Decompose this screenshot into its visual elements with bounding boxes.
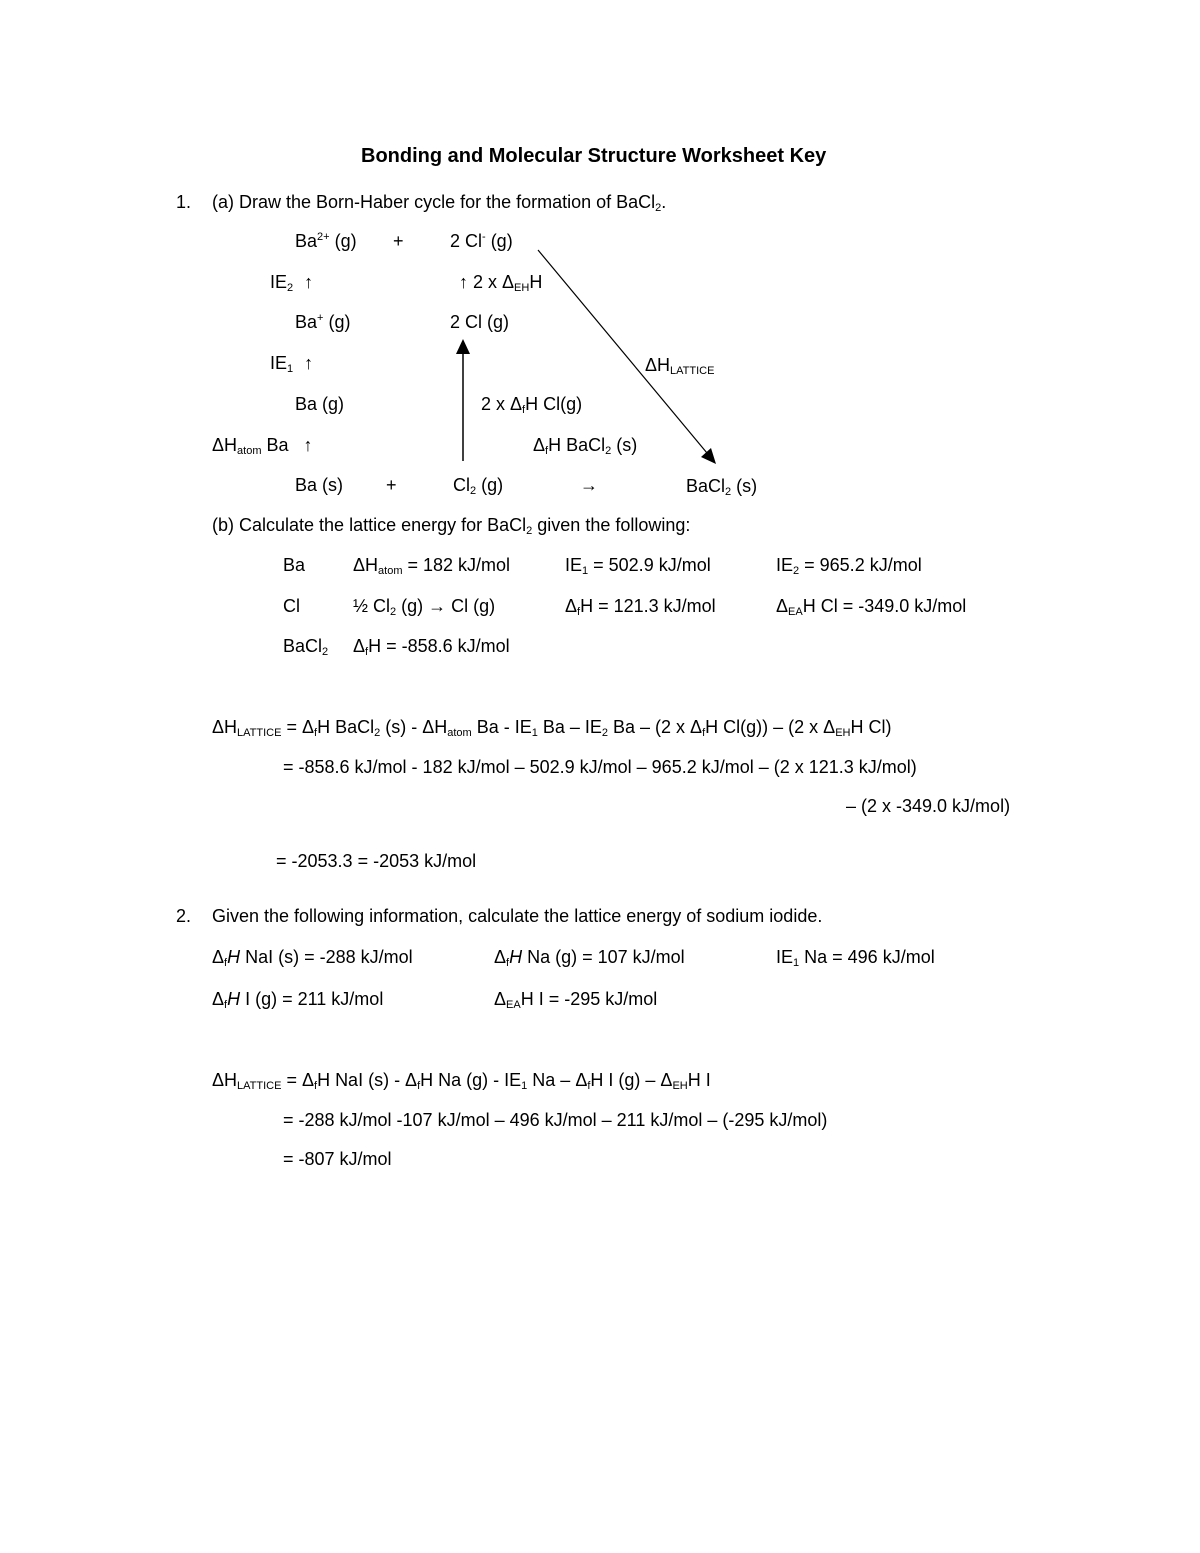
species-bacl2-s: BaCl$_2$ (s) (686, 476, 758, 498)
given-ie1-na: $IE_1$ Na = 496 kJ/mol (776, 947, 935, 969)
species-ba-plus: Ba+ (g) (295, 312, 351, 332)
row-cl-label: Cl (283, 596, 300, 616)
species-2cl-g: 2 Cl (g) (450, 312, 510, 332)
row-ba-ie2: $IE_2 = 965.2$ kJ/mol (776, 555, 922, 577)
row-bacl2-label: BaCl$_2$ (283, 636, 329, 658)
q1-equation-line-3: – (2 x -349.0 kJ/mol) (846, 796, 1011, 816)
question-2-text: Given the following information, calculate the lattice energy of sodium iodide. (212, 906, 823, 926)
species-2cl-minus: 2 Cl- (g) (450, 231, 513, 251)
row-ba-ie1: $IE_1 = 502.9$ kJ/mol (565, 555, 711, 577)
up-arrow-icon: ↑ (303, 435, 313, 455)
page-title: Bonding and Molecular Structure Worksheet Key (361, 145, 827, 167)
question-1a-text: (a) Draw the Born-Haber cycle for the formation of BaCl$_2$. (212, 192, 667, 214)
question-1-number: 1. (176, 192, 192, 212)
given-electron-affinity-i: $\Delta_{EA}H$ I = -295 kJ/mol (494, 989, 658, 1011)
plus-sign: + (386, 475, 397, 495)
given-formation-na-g: $\Delta_fH$ Na (g) = 107 kJ/mol (494, 947, 685, 969)
species-cl2-g: $Cl_2$ (g) (453, 475, 504, 497)
row-cl-reaction: ½ $Cl_2$ (g) → Cl (g) (353, 596, 496, 618)
q2-equation-line-1: $\Delta H_{LATTICE} = \Delta_fH$ NaI $(s) - \Delta_fH$ Na $(g) - IE_1$ Na – $\Delta_fH$ I $(g) - \Delta_{EH}H$ I (212, 1070, 711, 1092)
label-lattice: $\Delta H_{LATTICE}$ (645, 355, 715, 377)
right-arrow-icon: → (580, 475, 598, 495)
label-formation-bacl2: $\Delta_fH$ BaCl$_2$ (s) (533, 435, 638, 457)
q2-equation-result: = -807 kJ/mol (283, 1149, 392, 1169)
species-ba-g: Ba (g) (295, 394, 345, 414)
q1-equation-line-2: = -858.6 kJ/mol - 182 kJ/mol – 502.9 kJ/mol – 965.2 kJ/mol – (2 x 121.3 kJ/mol) (283, 757, 917, 777)
label-ie2: $IE_2$ ↑ (270, 272, 314, 294)
up-arrow-icon: ↑ (304, 272, 314, 292)
lattice-arrowhead-icon (701, 448, 716, 464)
species-ba2plus: $Ba^{2+}$ (g) (295, 231, 357, 251)
row-cl-electron-affinity: $\Delta_{EA}H$ Cl = -349.0 kJ/mol (776, 596, 967, 618)
vertical-arrowhead-icon (456, 339, 470, 354)
row-ba-atomization: $\Delta H_{atom} = 182$ kJ/mol (353, 555, 511, 577)
question-2-number: 2. (176, 906, 192, 926)
row-cl-formation: $\Delta_fH = 121.3$ kJ/mol (565, 596, 716, 618)
given-formation-nai: $\Delta_fH$ NaI (s) = -288 kJ/mol (212, 947, 413, 969)
label-ie1: $IE_1$ ↑ (270, 353, 314, 375)
label-formation-cl: 2 x $\Delta_fH$ Cl(g) (481, 394, 583, 416)
label-atomization: $\Delta H_{atom}$ Ba ↑ (212, 435, 313, 457)
question-1b-text: (b) Calculate the lattice energy for BaCl$_2$ given the following: (212, 515, 691, 537)
row-ba-label: Ba (283, 555, 306, 575)
up-arrow-icon: ↑ (304, 353, 314, 373)
q2-equation-line-2: = -288 kJ/mol -107 kJ/mol – 496 kJ/mol – 211 kJ/mol – (-295 kJ/mol) (283, 1110, 828, 1130)
q1-equation-result: = -2053.3 = -2053 kJ/mol (276, 851, 477, 871)
plus-sign: + (393, 231, 404, 251)
label-electron-affinity: ↑ 2 x $\Delta_{EH}H$ (459, 272, 543, 294)
lattice-arrow-line (538, 250, 707, 453)
q1-equation-line-1: $\Delta H_{LATTICE} = \Delta_fH$ BaCl$_2$ $(s) - \Delta H_{atom}$ Ba - $IE_1$ Ba – $IE_2$ Ba – (2 x $\Delta_fH$ Cl(g)) – (2 x $\Delta_{EH}H$ Cl) (212, 717, 892, 739)
given-formation-i-g: $\Delta_fH$ I (g) = 211 kJ/mol (212, 989, 384, 1011)
row-bacl2-formation: $\Delta_fH = -858.6$ kJ/mol (353, 636, 510, 658)
species-ba-s: Ba (s) (295, 475, 344, 495)
